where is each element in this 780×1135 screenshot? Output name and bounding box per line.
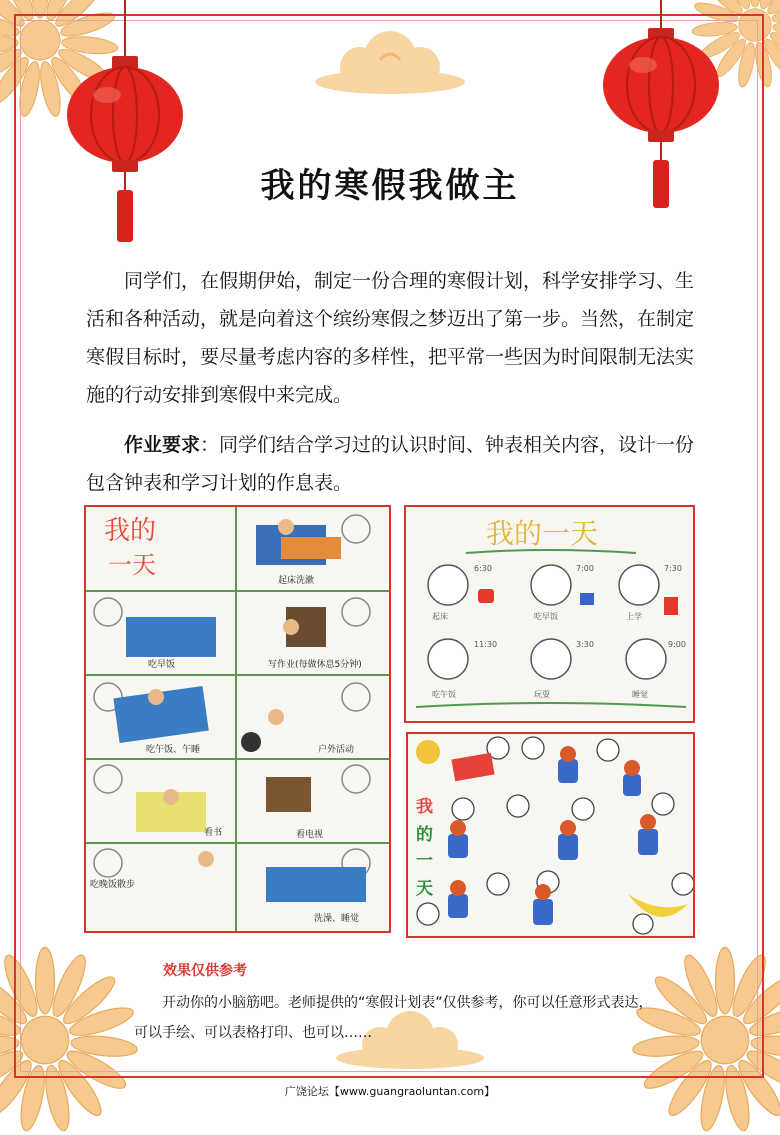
pic1-caption: 户外活动 xyxy=(318,745,355,755)
pic1-heading-line2: 一天 xyxy=(108,551,156,579)
note-line-1: 开动你的小脑筋吧。老师提供的“寒假计划表”仅供参考，你可以任意形式表达， xyxy=(162,995,653,1011)
pic2-caption: 上学 xyxy=(626,612,642,621)
pic1-caption: 起床洗漱 xyxy=(278,576,315,586)
homework-label: 作业要求 xyxy=(124,434,201,456)
pic2-caption: 睡觉 xyxy=(632,690,648,699)
homework-paragraph xyxy=(86,426,696,502)
note-text xyxy=(134,988,694,1048)
pic1-caption: 看书 xyxy=(204,828,223,838)
lantern-left-icon xyxy=(62,0,188,245)
homework-text: ：同学们结合学习过的认识时间、钟表相关内容，设计一份包含钟表和学习计划的作息表。 xyxy=(86,434,695,494)
pic1-caption: 吃午饭、午睡 xyxy=(146,745,201,755)
pic2-time: 11:30 xyxy=(474,640,498,649)
note-line-2: 可以手绘、可以表格打印、也可以…… xyxy=(134,1025,372,1041)
example-drawing-1 xyxy=(84,505,391,933)
pic1-caption: 吃晚饭散步 xyxy=(90,880,136,890)
pic1-heading-line1: 我的 xyxy=(104,516,157,546)
pic3-heading-char: 一 xyxy=(416,851,433,871)
cloud-top xyxy=(310,22,470,97)
pic2-time: 7:00 xyxy=(576,564,594,573)
pic2-time: 9:00 xyxy=(668,640,686,649)
pic3-heading-char: 我 xyxy=(416,797,433,817)
footer-text: 广饶论坛【www.guangraoluntan.com】 xyxy=(284,1085,496,1098)
pic2-caption: 起床 xyxy=(432,612,448,621)
pic3-heading-char: 的 xyxy=(416,825,433,845)
intro-paragraph: 同学们，在假期伊始，制定一份合理的寒假计划，科学安排学习、生活和各种活动，就是向着这个缤纷寒假之梦迈出了第一步。当然，在制定寒假目标时，要尽量考虑内容的多样性，把平常一些因为时间限制无法实施的行动安排到寒假中来完成。 xyxy=(86,270,695,406)
pic2-time: 6:30 xyxy=(474,564,492,573)
page-title: 我的寒假我做主 xyxy=(260,166,520,206)
pic2-time: 3:30 xyxy=(576,640,594,649)
note-title: 效果仅供参考 xyxy=(163,963,247,979)
pic2-caption: 玩耍 xyxy=(534,690,550,699)
example-drawing-3 xyxy=(406,732,695,938)
pic2-caption: 吃早饭 xyxy=(534,612,558,621)
pic2-caption: 吃午饭 xyxy=(432,690,456,699)
pic3-heading-char: 天 xyxy=(416,879,433,899)
pic1-caption: 看电视 xyxy=(296,830,324,840)
pic1-caption: 写作业(每做休息5分钟) xyxy=(268,660,362,670)
pic1-caption: 洗澡、睡觉 xyxy=(314,914,360,924)
pic1-caption: 吃早饭 xyxy=(148,660,176,670)
pic2-heading: 我的一天 xyxy=(486,517,599,550)
pic2-time: 7:30 xyxy=(664,564,682,573)
example-drawing-2 xyxy=(404,505,695,723)
